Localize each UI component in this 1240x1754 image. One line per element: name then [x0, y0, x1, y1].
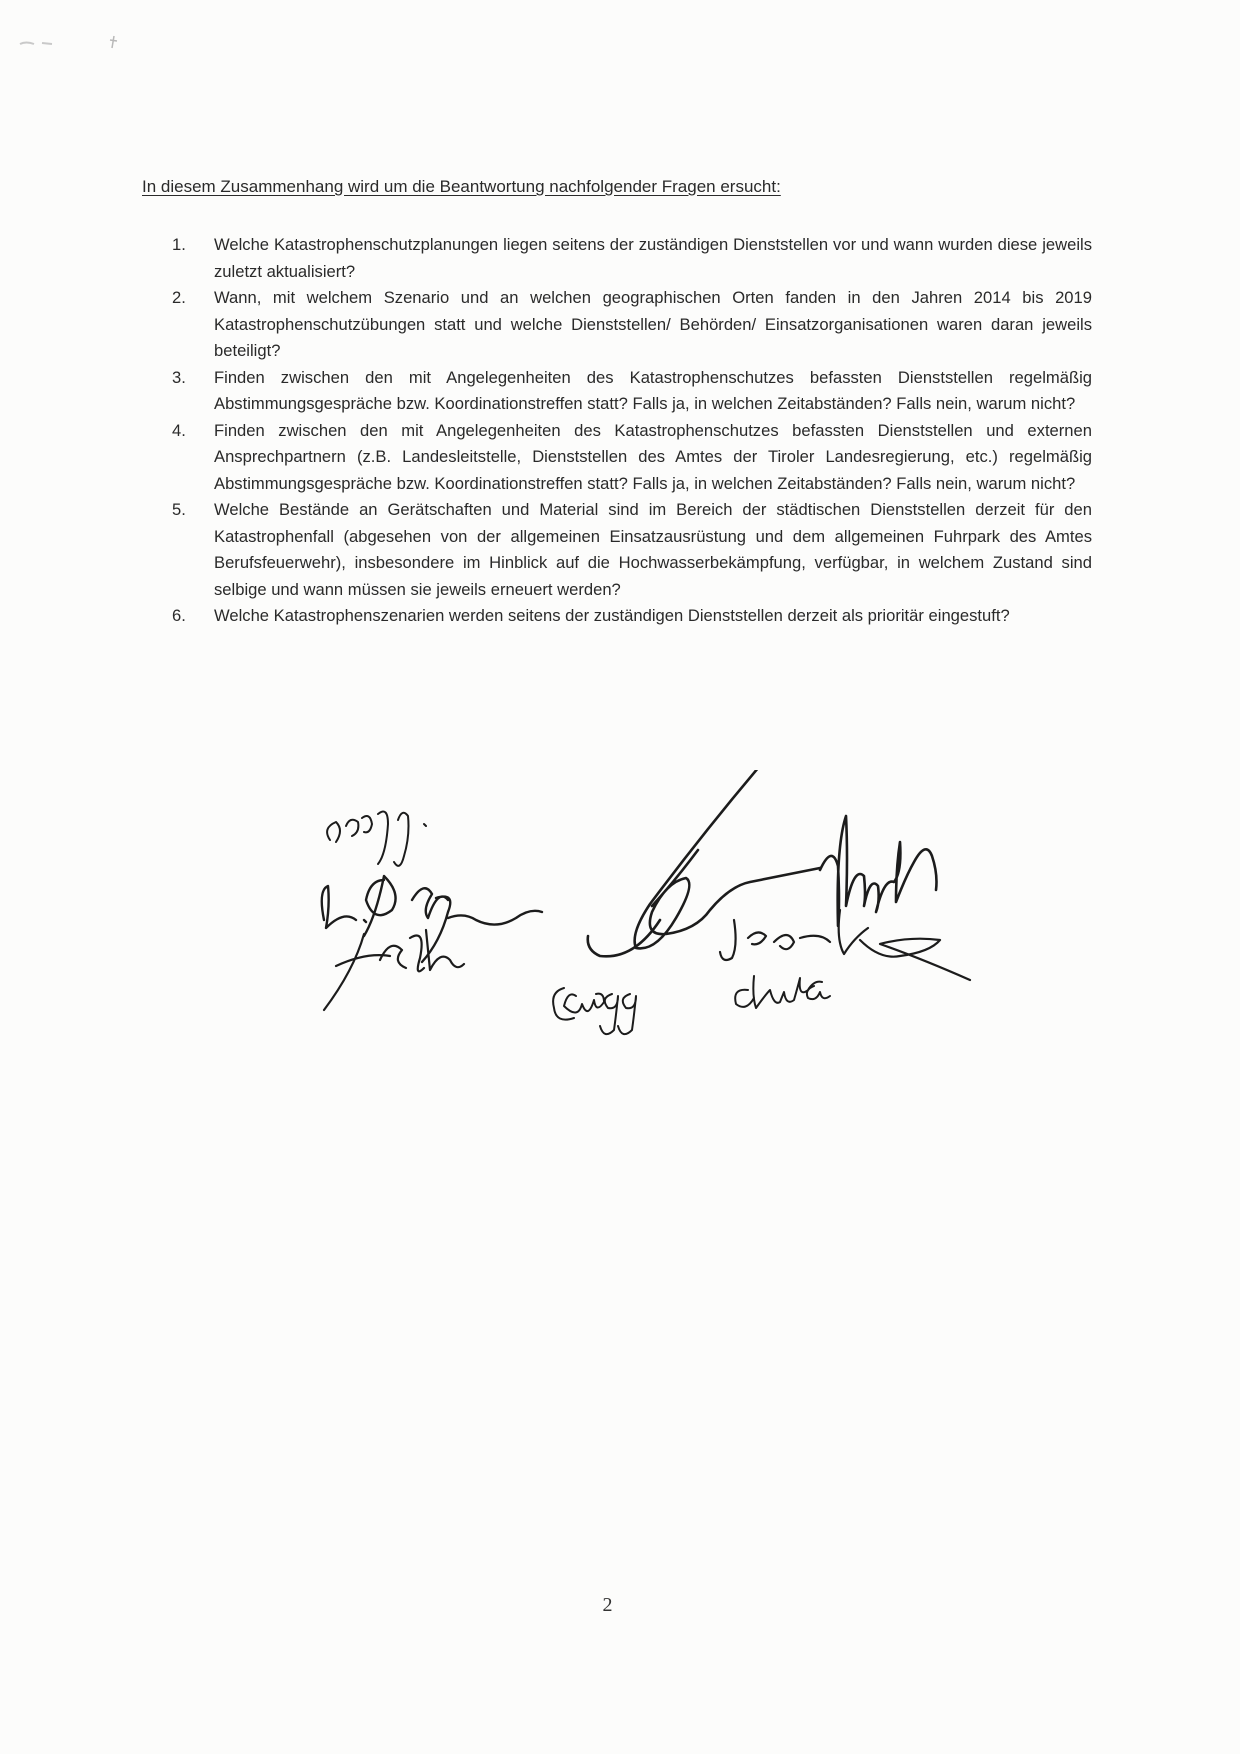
question-text: Finden zwischen den mit Angelegenheiten des Katastrophenschutzes befassten Dienststellen regelmäßig Abstimmungsgespräche bzw. Koordinationstreffen statt? Falls ja, in welchen Zeitabständen? Falls nein, warum nicht?	[214, 367, 1092, 413]
page-number: 2	[602, 1594, 613, 1616]
question-number: 5.	[172, 500, 186, 519]
question-number: 2.	[172, 288, 186, 307]
question-item	[172, 365, 1092, 418]
question-item	[172, 418, 1092, 498]
signature-stroke	[735, 976, 830, 1008]
intro-heading: In diesem Zusammenhang wird um die Beantwortung nachfolgender Fragen ersucht:	[142, 177, 781, 196]
signature-stroke	[322, 876, 542, 962]
question-text: Finden zwischen den mit Angelegenheiten des Katastrophenschutzes befassten Dienststellen und externen Ansprechpartnern (z.B. Landesleitstelle, Dienststellen des Amtes der Tiroler Landesregierung, etc.) regelmäßig Abstimmungsgespräche bzw. Koordinationstreffen statt? Falls ja, in welchen Zeitabständen? Falls nein, warum nicht?	[214, 420, 1092, 493]
question-number: 6.	[172, 606, 186, 625]
signature-stroke	[588, 770, 820, 956]
signature-stroke	[720, 910, 970, 980]
scan-artifact-marks	[18, 30, 128, 60]
question-item	[172, 497, 1092, 603]
question-number: 1.	[172, 235, 186, 254]
signature-stroke	[820, 816, 937, 926]
question-number: 4.	[172, 420, 186, 440]
question-item	[172, 603, 1092, 630]
question-number: 3.	[172, 367, 186, 387]
question-text: Welche Katastrophenszenarien werden seitens der zuständigen Dienststellen derzeit als prioritär eingestuft?	[214, 606, 1010, 625]
question-item	[172, 232, 1092, 285]
question-list	[172, 232, 1092, 630]
signature-stroke	[324, 930, 464, 1010]
question-text: Wann, mit welchem Szenario und an welchen geographischen Orten fanden in den Jahren 2014 bis 2019 Katastrophenschutzübungen statt und welche Dienststellen/ Behörden/ Einsatzorganisationen waren daran jeweils beteiligt?	[214, 288, 1092, 360]
question-item	[172, 285, 1092, 365]
signature-stroke	[327, 812, 426, 866]
signature-stroke	[553, 988, 636, 1034]
handwritten-signatures	[300, 770, 1100, 1110]
question-text: Welche Bestände an Gerätschaften und Material sind im Bereich der städtischen Dienststellen derzeit für den Katastrophenfall (abgesehen von der allgemeinen Einsatzausrüstung und dem allgemeinen Fuhrpark des Amtes Berufsfeuerwehr), insbesondere im Hinblick auf die Hochwasserbekämpfung, verfügbar, in welchem Zustand sind selbige und wann müssen sie jeweils erneuert werden?	[214, 500, 1092, 599]
question-text: Welche Katastrophenschutzplanungen liegen seitens der zuständigen Dienststellen vor und wann wurden diese jeweils zuletzt aktualisiert?	[214, 235, 1092, 281]
